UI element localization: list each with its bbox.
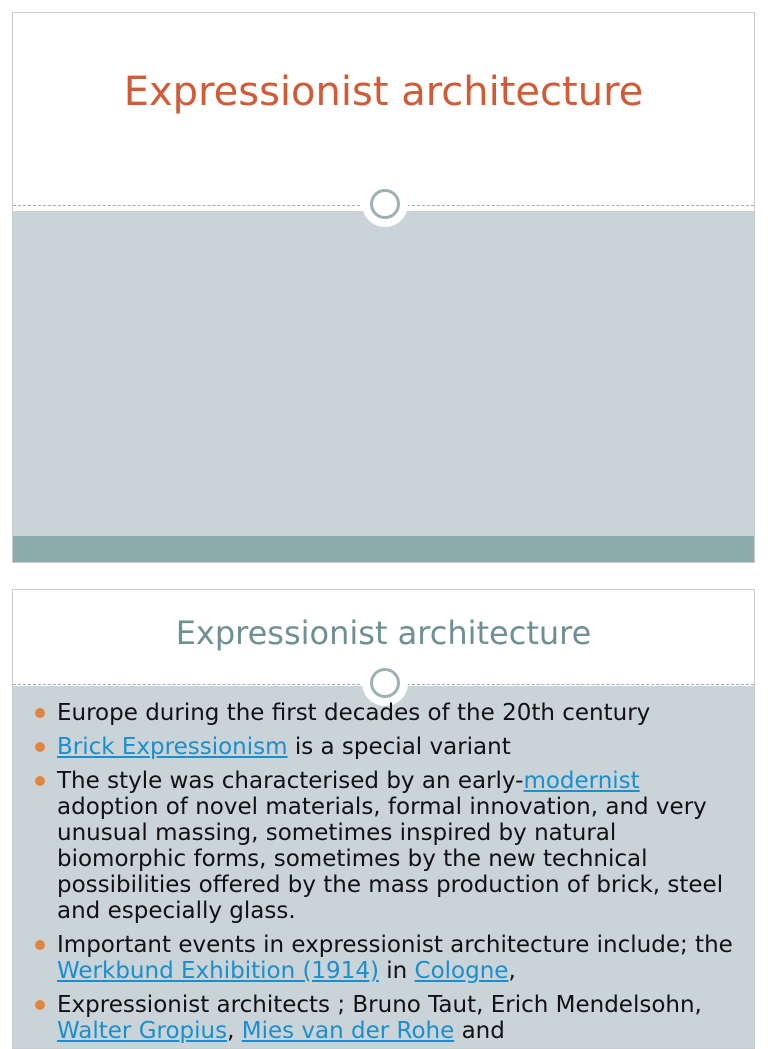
- slide-title: Expressionist architecture: [175, 614, 592, 652]
- bullet-link[interactable]: Walter Gropius: [57, 1018, 228, 1044]
- bullet-icon: [35, 776, 45, 786]
- bullet-item: [33, 932, 733, 984]
- bullet-text: in: [378, 958, 415, 984]
- bullet-item: [33, 768, 733, 924]
- bullet-link[interactable]: Mies van der Rohe: [241, 1018, 455, 1044]
- bullet-item: [33, 700, 733, 726]
- bullet-text: Europe during the first decades of the 20th century: [57, 700, 651, 726]
- bullet-link[interactable]: Cologne: [414, 958, 509, 984]
- bullet-icon: [35, 708, 45, 718]
- bullet-text: ,: [227, 1018, 242, 1044]
- bullet-icon: [35, 1000, 45, 1010]
- circle-ornament-icon: [362, 181, 408, 227]
- bullet-icon: [35, 940, 45, 950]
- bullet-text: is a special variant: [287, 734, 511, 760]
- bullet-item: [33, 734, 733, 760]
- slide-title: Expressionist architecture: [123, 69, 644, 115]
- bullet-list: [33, 700, 733, 1049]
- bullet-icon: [35, 742, 45, 752]
- bullet-link[interactable]: Brick Expressionism: [57, 734, 288, 760]
- content-slide: [12, 589, 755, 1049]
- bullet-link[interactable]: modernist: [523, 768, 640, 794]
- bullet-text: adoption of novel materials, formal innovation, and very unusual massing, sometimes inspired by natural biomorphic forms, sometimes by the new technical possibilities offered by the mass production of brick, steel and especially glass.: [57, 794, 724, 924]
- title-slide: [12, 12, 755, 563]
- bullet-text: Important events in expressionist architecture include; the: [57, 932, 733, 958]
- bullet-link[interactable]: Werkbund Exhibition (1914): [57, 958, 379, 984]
- bullet-text: Expressionist architects ; Bruno Taut, Erich Mendelsohn,: [57, 992, 702, 1018]
- bullet-text: and: [454, 1018, 505, 1044]
- bullet-text: The style was characterised by an early-: [57, 768, 524, 794]
- slide-body: [13, 211, 754, 562]
- bottom-band: [13, 536, 754, 562]
- bullet-item: [33, 992, 733, 1044]
- bullet-text: ,: [508, 958, 516, 984]
